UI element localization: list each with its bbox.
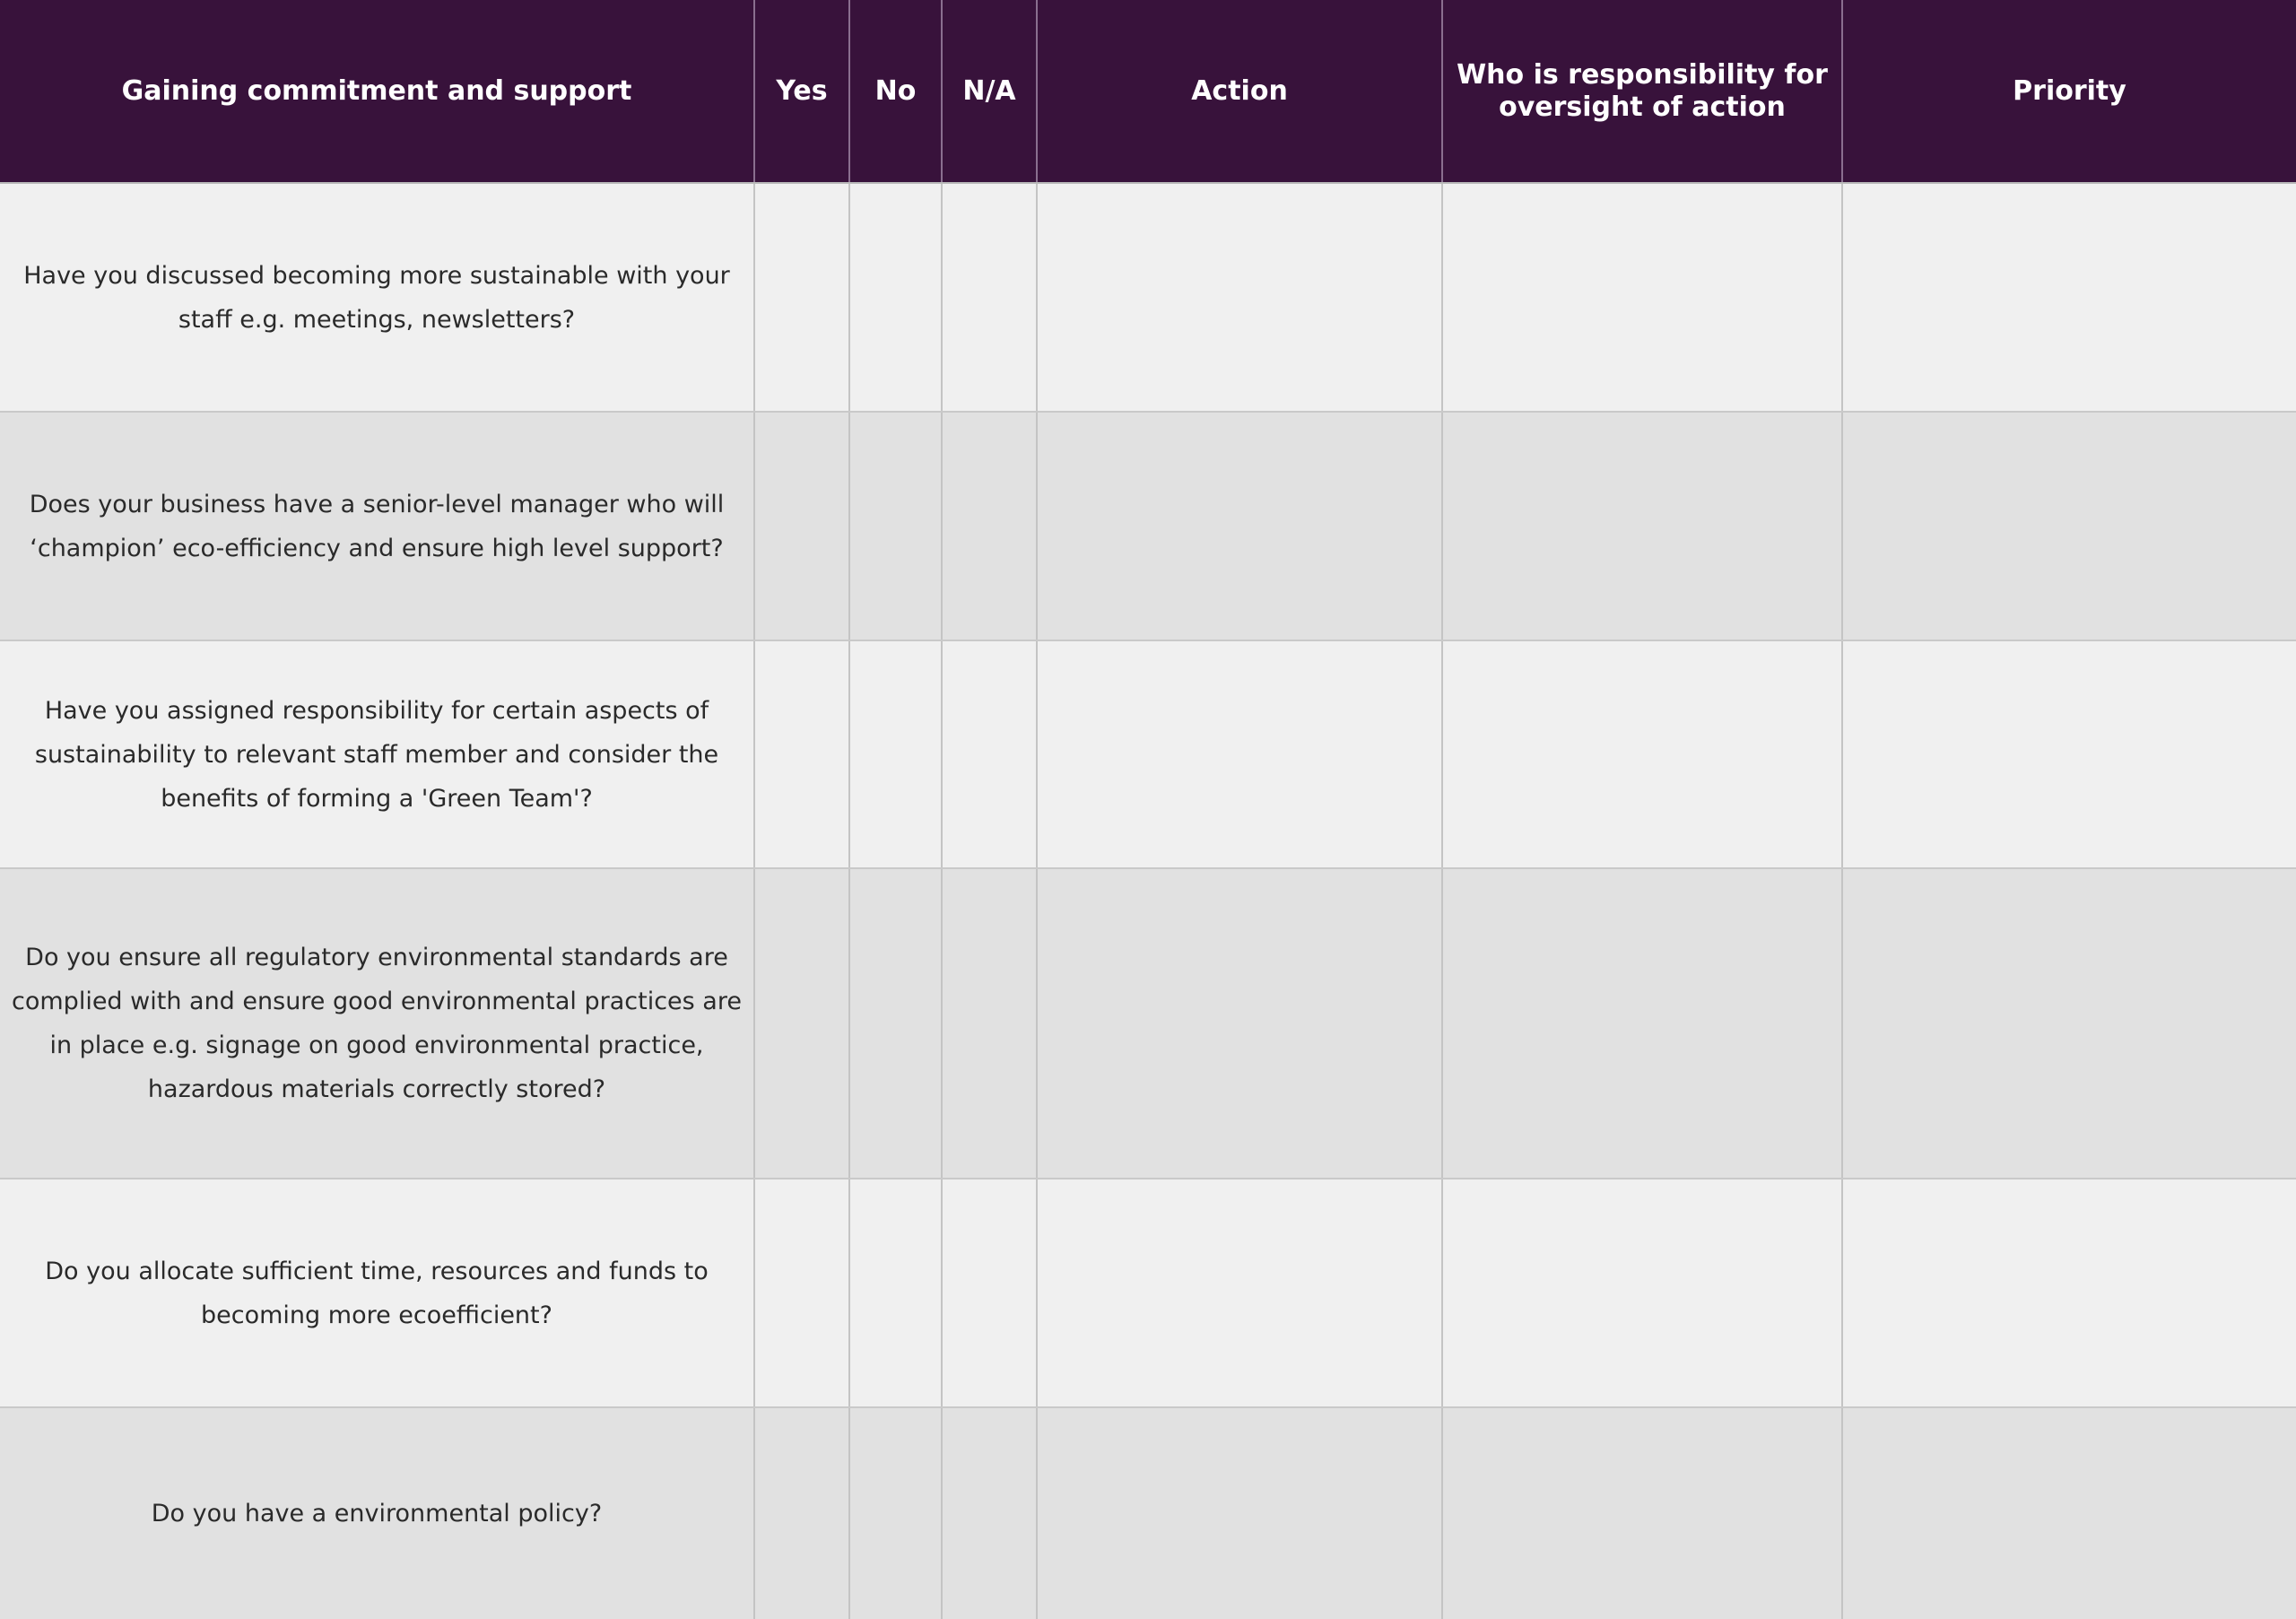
question-cell: Have you discussed becoming more sustainable with your staff e.g. meetings, newsletters?	[0, 183, 754, 412]
priority-cell[interactable]	[1842, 640, 2296, 868]
header-yes: Yes	[754, 0, 849, 183]
responsibility-cell[interactable]	[1442, 640, 1842, 868]
responsibility-cell[interactable]	[1442, 868, 1842, 1179]
yes-cell[interactable]	[754, 1407, 849, 1619]
header-row	[0, 0, 2296, 183]
priority-cell[interactable]	[1842, 183, 2296, 412]
header-responsibility: Who is responsibility for oversight of action	[1442, 0, 1842, 183]
action-cell[interactable]	[1037, 183, 1442, 412]
question-cell: Does your business have a senior-level manager who will ‘champion’ eco-efficiency and ensure high level support?	[0, 412, 754, 640]
no-cell[interactable]	[849, 183, 942, 412]
question-cell: Have you assigned responsibility for certain aspects of sustainability to relevant staff member and consider the benefits of forming a 'Green Team'?	[0, 640, 754, 868]
yes-cell[interactable]	[754, 412, 849, 640]
no-cell[interactable]	[849, 1407, 942, 1619]
header-priority: Priority	[1842, 0, 2296, 183]
table-header	[0, 0, 2296, 183]
yes-cell[interactable]	[754, 1179, 849, 1407]
table-body	[0, 183, 2296, 1619]
yes-cell[interactable]	[754, 868, 849, 1179]
table-row	[0, 868, 2296, 1179]
table-row	[0, 640, 2296, 868]
table-row	[0, 412, 2296, 640]
na-cell[interactable]	[942, 1407, 1037, 1619]
na-cell[interactable]	[942, 183, 1037, 412]
question-cell: Do you have a environmental policy?	[0, 1407, 754, 1619]
na-cell[interactable]	[942, 1179, 1037, 1407]
na-cell[interactable]	[942, 868, 1037, 1179]
table-row	[0, 1407, 2296, 1619]
responsibility-cell[interactable]	[1442, 1407, 1842, 1619]
question-cell: Do you ensure all regulatory environmental standards are complied with and ensure good environmental practices are in place e.g. signage on good environmental practice, hazardous materials correctly stored?	[0, 868, 754, 1179]
na-cell[interactable]	[942, 640, 1037, 868]
action-cell[interactable]	[1037, 1407, 1442, 1619]
priority-cell[interactable]	[1842, 868, 2296, 1179]
yes-cell[interactable]	[754, 183, 849, 412]
header-action: Action	[1037, 0, 1442, 183]
priority-cell[interactable]	[1842, 1179, 2296, 1407]
table-row	[0, 183, 2296, 412]
header-na: N/A	[942, 0, 1037, 183]
yes-cell[interactable]	[754, 640, 849, 868]
no-cell[interactable]	[849, 640, 942, 868]
header-question: Gaining commitment and support	[0, 0, 754, 183]
no-cell[interactable]	[849, 868, 942, 1179]
na-cell[interactable]	[942, 412, 1037, 640]
header-no: No	[849, 0, 942, 183]
action-cell[interactable]	[1037, 640, 1442, 868]
responsibility-cell[interactable]	[1442, 1179, 1842, 1407]
no-cell[interactable]	[849, 412, 942, 640]
responsibility-cell[interactable]	[1442, 183, 1842, 412]
responsibility-cell[interactable]	[1442, 412, 1842, 640]
action-cell[interactable]	[1037, 412, 1442, 640]
priority-cell[interactable]	[1842, 412, 2296, 640]
priority-cell[interactable]	[1842, 1407, 2296, 1619]
table-row	[0, 1179, 2296, 1407]
action-cell[interactable]	[1037, 1179, 1442, 1407]
question-cell: Do you allocate sufficient time, resources and funds to becoming more ecoefficient?	[0, 1179, 754, 1407]
no-cell[interactable]	[849, 1179, 942, 1407]
action-cell[interactable]	[1037, 868, 1442, 1179]
